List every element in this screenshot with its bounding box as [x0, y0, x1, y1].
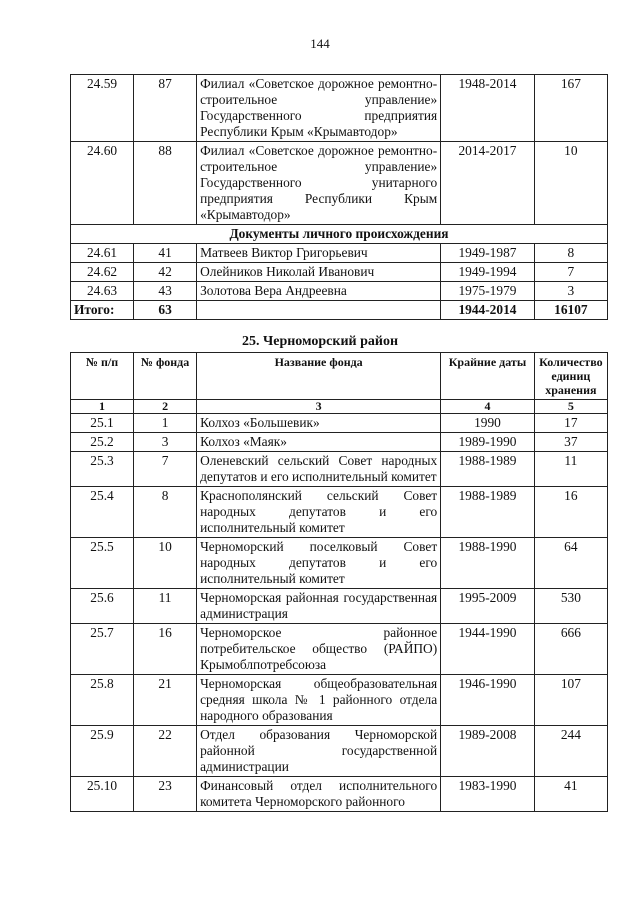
column-number-row [71, 400, 608, 414]
date-range: 1948-2014 [441, 75, 535, 142]
total-row [71, 301, 608, 320]
date-range: 1989-1990 [441, 433, 535, 452]
date-range: 1944-1990 [441, 624, 535, 675]
date-range: 1949-1994 [441, 263, 535, 282]
fund-name: Черноморская районная государственная администрация [197, 589, 441, 624]
row-number: 25.10 [71, 777, 134, 812]
total-storage-units: 16107 [534, 301, 607, 320]
storage-units: 107 [534, 675, 607, 726]
row-number: 25.2 [71, 433, 134, 452]
storage-units: 37 [534, 433, 607, 452]
column-number: 1 [71, 400, 134, 414]
table-row [71, 433, 608, 452]
total-name [197, 301, 441, 320]
table-row [71, 487, 608, 538]
table-row [71, 282, 608, 301]
table-header-row [71, 353, 608, 400]
storage-units: 7 [534, 263, 607, 282]
row-number: 25.8 [71, 675, 134, 726]
date-range: 1989-2008 [441, 726, 535, 777]
table-row [71, 589, 608, 624]
date-range: 1988-1990 [441, 538, 535, 589]
fund-number: 10 [134, 538, 197, 589]
fund-number: 87 [134, 75, 197, 142]
storage-units: 3 [534, 282, 607, 301]
column-number: 2 [134, 400, 197, 414]
date-range: 1988-1989 [441, 452, 535, 487]
total-fund-count: 63 [134, 301, 197, 320]
row-number: 24.60 [71, 142, 134, 225]
row-number: 24.59 [71, 75, 134, 142]
storage-units: 167 [534, 75, 607, 142]
page-number: 144 [310, 36, 330, 51]
fund-name: Оленевский сельский Совет народных депутатов и его исполнительный комитет [197, 452, 441, 487]
section-heading: Документы личного происхождения [71, 225, 608, 244]
date-range: 2014-2017 [441, 142, 535, 225]
fund-number: 22 [134, 726, 197, 777]
fund-name: Матвеев Виктор Григорьевич [197, 244, 441, 263]
total-date-range: 1944-2014 [441, 301, 535, 320]
fund-number: 41 [134, 244, 197, 263]
section-heading-row [71, 225, 608, 244]
column-number: 3 [197, 400, 441, 414]
table-row [71, 142, 608, 225]
date-range: 1975-1979 [441, 282, 535, 301]
row-number: 25.7 [71, 624, 134, 675]
table-row [71, 244, 608, 263]
fund-number: 3 [134, 433, 197, 452]
fund-number: 43 [134, 282, 197, 301]
fund-number: 88 [134, 142, 197, 225]
date-range: 1949-1987 [441, 244, 535, 263]
total-label: Итого: [71, 301, 134, 320]
district-title: 25. Черноморский район [241, 334, 399, 349]
fund-number: 42 [134, 263, 197, 282]
row-number: 25.1 [71, 414, 134, 433]
storage-units: 244 [534, 726, 607, 777]
date-range: 1983-1990 [441, 777, 535, 812]
date-range: 1988-1989 [441, 487, 535, 538]
storage-units: 10 [534, 142, 607, 225]
fund-name: Черноморская общеобразовательная средняя школа № 1 районного отдела народного образования [197, 675, 441, 726]
date-range: 1946-1990 [441, 675, 535, 726]
storage-units: 530 [534, 589, 607, 624]
fund-name: Колхоз «Большевик» [197, 414, 441, 433]
fund-number: 1 [134, 414, 197, 433]
storage-units: 17 [534, 414, 607, 433]
date-range: 1990 [441, 414, 535, 433]
storage-units: 16 [534, 487, 607, 538]
row-number: 24.63 [71, 282, 134, 301]
fund-name: Филиал «Советское дорожное ремонтно-строительное управление» Государственного предприятия Республики Крым «Крымавтодор» [197, 75, 441, 142]
date-range: 1995-2009 [441, 589, 535, 624]
table-row [71, 726, 608, 777]
district-funds-table [70, 352, 608, 812]
table-row [71, 414, 608, 433]
fund-name: Колхоз «Маяк» [197, 433, 441, 452]
header-number: № п/п [71, 353, 134, 400]
row-number: 24.61 [71, 244, 134, 263]
fund-number: 11 [134, 589, 197, 624]
fund-name: Черноморское районное потребительское общество (РАЙПО) Крымоблпотребсоюза [197, 624, 441, 675]
column-number: 5 [534, 400, 607, 414]
row-number: 25.5 [71, 538, 134, 589]
header-units: Количество единиц хранения [534, 353, 607, 400]
row-number: 24.62 [71, 263, 134, 282]
fund-number: 7 [134, 452, 197, 487]
row-number: 25.9 [71, 726, 134, 777]
table-row [71, 675, 608, 726]
fund-name: Олейников Николай Иванович [197, 263, 441, 282]
storage-units: 11 [534, 452, 607, 487]
table-row [71, 777, 608, 812]
storage-units: 41 [534, 777, 607, 812]
fund-number: 16 [134, 624, 197, 675]
row-number: 25.3 [71, 452, 134, 487]
fund-number: 23 [134, 777, 197, 812]
fund-name: Филиал «Советское дорожное ремонтно-строительное управление» Государственного унитарного предприятия Республики Крым «Крымавтодор» [197, 142, 441, 225]
fund-number: 8 [134, 487, 197, 538]
row-number: 25.6 [71, 589, 134, 624]
storage-units: 64 [534, 538, 607, 589]
table-row [71, 452, 608, 487]
column-number: 4 [441, 400, 535, 414]
storage-units: 666 [534, 624, 607, 675]
table-row [71, 263, 608, 282]
fund-name: Отдел образования Черноморской районной государственной администрации [197, 726, 441, 777]
fund-name: Финансовый отдел исполнительного комитета Черноморского районного [197, 777, 441, 812]
fund-name: Краснополянский сельский Совет народных депутатов и его исполнительный комитет [197, 487, 441, 538]
row-number: 25.4 [71, 487, 134, 538]
table-row [71, 624, 608, 675]
table-row [71, 75, 608, 142]
fund-name: Черноморский поселковый Совет народных депутатов и его исполнительный комитет [197, 538, 441, 589]
storage-units: 8 [534, 244, 607, 263]
funds-table-continued [70, 74, 608, 320]
fund-name: Золотова Вера Андреевна [197, 282, 441, 301]
header-fund-number: № фонда [134, 353, 197, 400]
fund-number: 21 [134, 675, 197, 726]
header-dates: Крайние даты [441, 353, 535, 400]
header-fund-name: Название фонда [197, 353, 441, 400]
table-row [71, 538, 608, 589]
